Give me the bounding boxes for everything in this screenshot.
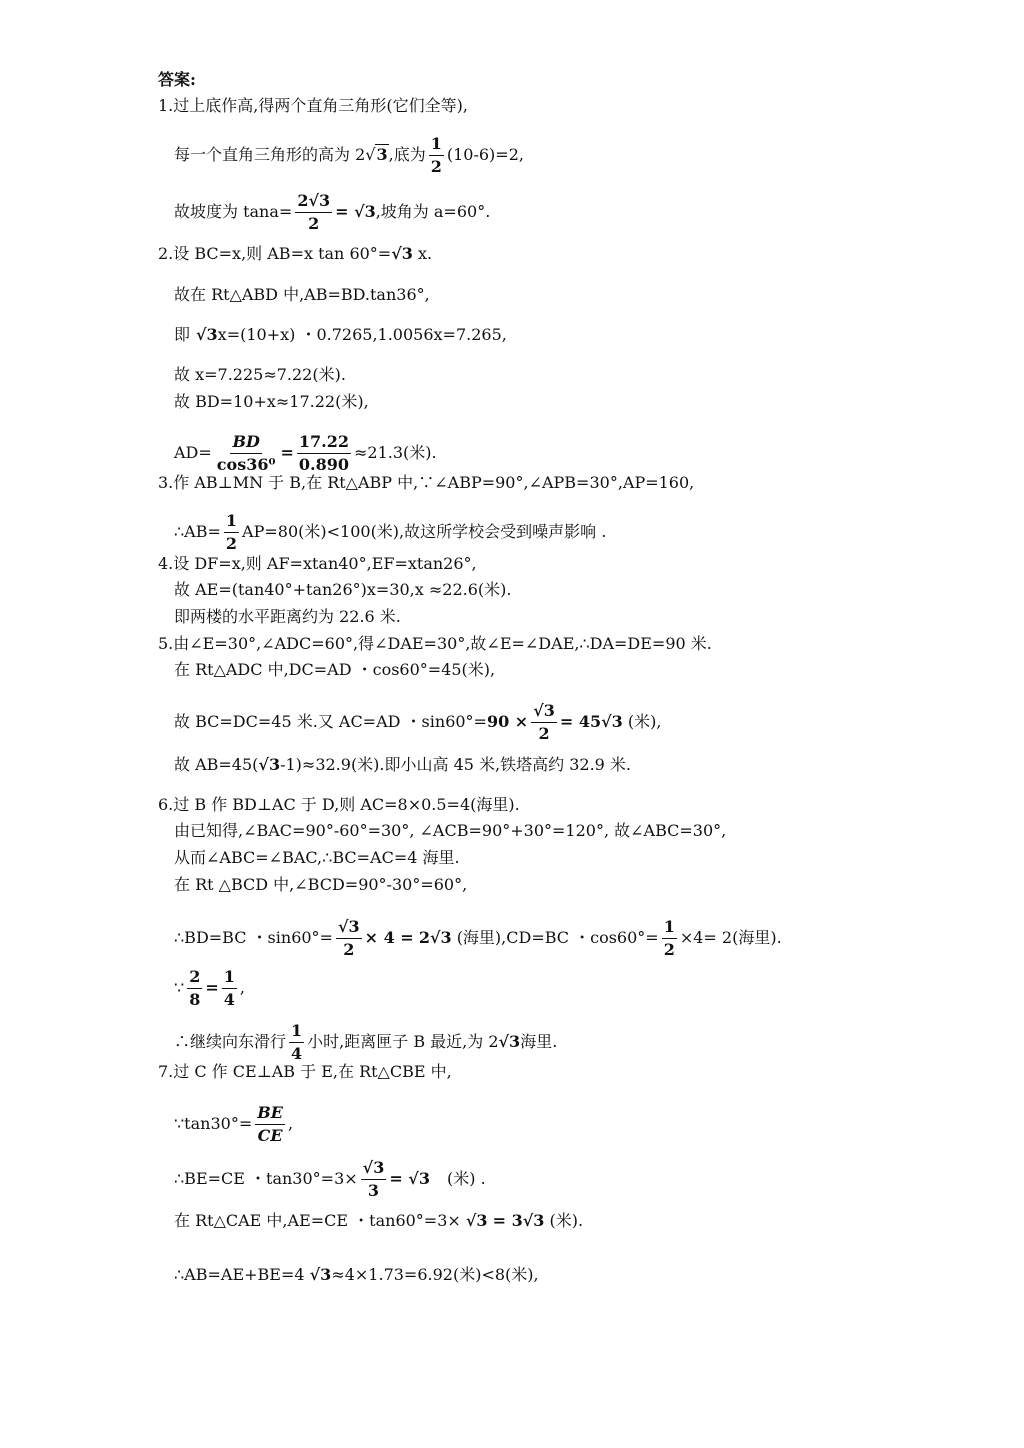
p2-line4: 故 x=7.225≈7.22(米). (174, 365, 346, 384)
p2-text: 即 (174, 325, 191, 344)
p2-line6 (174, 431, 437, 476)
p7-text: , (287, 1114, 294, 1133)
p7-line4 (174, 1211, 583, 1231)
p2-text: x=(10+x) ・0.7265,1.0056x=7.265, (217, 325, 507, 344)
p2-text: AD= (174, 443, 212, 462)
p7-text: (米) . (447, 1169, 486, 1188)
p6-line6 (174, 966, 245, 1011)
p2-eq: = (280, 443, 294, 462)
p6-text: ×4= 2(海里). (679, 928, 782, 947)
p3-text: ∴AB= (174, 522, 221, 541)
p2-line2: 故在 Rt△ABD 中,AB=BD.tan36°, (174, 285, 430, 304)
p1-text: (10-6)=2, (446, 145, 524, 164)
p7-eq-sqrt3: = √3 (389, 1169, 430, 1188)
fraction-1-over-4: $\frac{1}{4}$ (291, 1021, 303, 1063)
fraction-half: $\frac{1}{2}$ (663, 917, 675, 959)
p1-text: 每一个直角三角形的高为 2 (174, 145, 366, 164)
fraction-2sqrt3-over-2: $\frac{2√3}{2}$ (297, 191, 331, 233)
fraction-sqrt3-over-2: $\frac{√3}{2}$ (337, 917, 360, 959)
p5-text: 故 AB=45( (174, 755, 259, 774)
p5-line4 (174, 755, 631, 775)
fraction-half: $\frac{1}{2}$ (225, 511, 238, 553)
p1-text: ,坡角为 a=60°. (375, 202, 491, 221)
p5-ninety: 90 × (486, 712, 529, 731)
p7-sqrt3: √3 (309, 1265, 332, 1284)
p1-text: 故坡度为 tana= (174, 202, 293, 221)
fraction-half: $\frac{1}{2}$ (430, 134, 442, 176)
p5-result: = 45√3 (559, 712, 623, 731)
p3-text: AP=80(米)<100(米),故这所学校会受到噪声影响 . (242, 522, 607, 541)
p7-line1: 7.过 C 作 CE⊥AB 于 E,在 Rt△CBE 中, (158, 1062, 452, 1081)
p7-3sqrt3: = 3√3 (492, 1211, 545, 1230)
p5-text: (米), (627, 712, 662, 731)
p6-line4: 在 Rt △BCD 中,∠BCD=90°-30°=60°, (174, 875, 468, 894)
p4-line2: 故 AE=(tan40°+tan26°)x=30,x ≈22.6(米). (174, 580, 512, 599)
p7-text: ∴BE=CE ・tan30°=3× (174, 1169, 358, 1188)
p6-text: ∴BD=BC ・sin60°= (174, 928, 333, 947)
p3-line1: 3.作 AB⊥MN 于 B,在 Rt△ABP 中,∵∠ABP=90°,∠APB=30°,AP=160, (158, 473, 695, 492)
p6-text: (海里),CD=BC ・cos60°= (456, 928, 659, 947)
p7-text: ≈4×1.73=6.92(米)<8(米), (331, 1265, 539, 1284)
p6-text: 小时,距离匣子 B 最近,为 2 (307, 1032, 499, 1051)
p7-text: (米). (549, 1211, 584, 1230)
p7-text: ∵tan30°= (174, 1114, 253, 1133)
p6-times4: × 4 = (364, 928, 414, 947)
p6-line1: 6.过 B 作 BD⊥AC 于 D,则 AC=8×0.5=4(海里). (158, 795, 520, 814)
p7-line5 (174, 1265, 539, 1285)
p5-text: 故 BC=DC=45 米.又 AC=AD ・sin60°= (174, 712, 487, 731)
p7-text: 在 Rt△CAE 中,AE=CE ・tan60°=3× (174, 1211, 461, 1230)
p2-text: 2.设 BC=x,则 AB=x tan 60°= (158, 244, 392, 263)
p2-line1 (158, 244, 432, 264)
p6-eq: = (205, 978, 219, 997)
p4-line3: 即两楼的水平距离约为 22.6 米. (174, 607, 401, 626)
p6-line2: 由已知得,∠BAC=90°-60°=30°, ∠ACB=90°+30°=120°, 故∠ABC=30°, (174, 821, 727, 840)
fraction-1722-0890: $\frac{17.22}{0.890}$ (298, 432, 350, 474)
p2-line3 (174, 325, 507, 345)
p2-sqrt3: √3 (196, 325, 218, 344)
p1-text: ,底为 (388, 145, 426, 164)
p6-text: ∵ (174, 978, 185, 997)
p5-line2: 在 Rt△ADC 中,DC=AD ・cos60°=45(米), (174, 660, 496, 679)
p6-text: ∴继续向东滑行 (174, 1032, 287, 1051)
p6-line5 (174, 916, 782, 961)
fraction-sqrt3-over-3: $\frac{√3}{3}$ (362, 1158, 385, 1200)
p1-line3 (174, 190, 490, 235)
p4-line1: 4.设 DF=x,则 AF=xtan40°,EF=xtan26°, (158, 554, 477, 573)
fraction-bd-cos36: $\frac{BD}{\text{cos36⁰}}$ (216, 432, 276, 474)
p3-line2 (174, 510, 606, 555)
p7-line3 (174, 1157, 486, 1202)
p6-2sqrt3: 2√3 (418, 928, 452, 947)
fraction-2-over-8: $\frac{2}{8}$ (189, 967, 201, 1009)
p6-text: , (239, 978, 245, 997)
p2-sqrt3: √3 (391, 244, 413, 263)
p1-line2 (174, 133, 524, 178)
p1-eq-sqrt3: = √3 (335, 202, 376, 221)
p1-sqrt3: √3 (365, 145, 388, 164)
fraction-be-ce: $\frac{BE}{CE}$ (257, 1103, 283, 1145)
p6-text: 海里. (520, 1032, 558, 1051)
p6-sqrt3: √3 (498, 1032, 521, 1051)
p2-line5: 故 BD=10+x≈17.22(米), (174, 392, 369, 411)
p7-line2 (174, 1102, 293, 1147)
p5-line3 (174, 700, 661, 745)
p1-line1: 1.过上底作高,得两个直角三角形(它们全等), (158, 96, 468, 115)
p2-text: ≈21.3(米). (354, 443, 437, 462)
fraction-1-over-4: $\frac{1}{4}$ (223, 967, 235, 1009)
p5-line1: 5.由∠E=30°,∠ADC=60°,得∠DAE=30°,故∠E=∠DAE,∴DA=DE=90 米. (158, 634, 712, 653)
p7-text: ∴AB=AE+BE=4 (174, 1265, 305, 1284)
p7-sqrt3: √3 (465, 1211, 488, 1230)
p6-line7 (174, 1020, 557, 1065)
p5-text: -1)≈32.9(米).即小山高 45 米,铁塔高约 32.9 米. (280, 755, 632, 774)
fraction-sqrt3-over-2: $\frac{√3}{2}$ (533, 701, 555, 743)
p2-text: x. (417, 244, 433, 263)
p6-line3: 从而∠ABC=∠BAC,∴BC=AC=4 海里. (174, 848, 460, 867)
answer-header: 答案: (158, 70, 196, 89)
p5-sqrt3: √3 (258, 755, 281, 774)
